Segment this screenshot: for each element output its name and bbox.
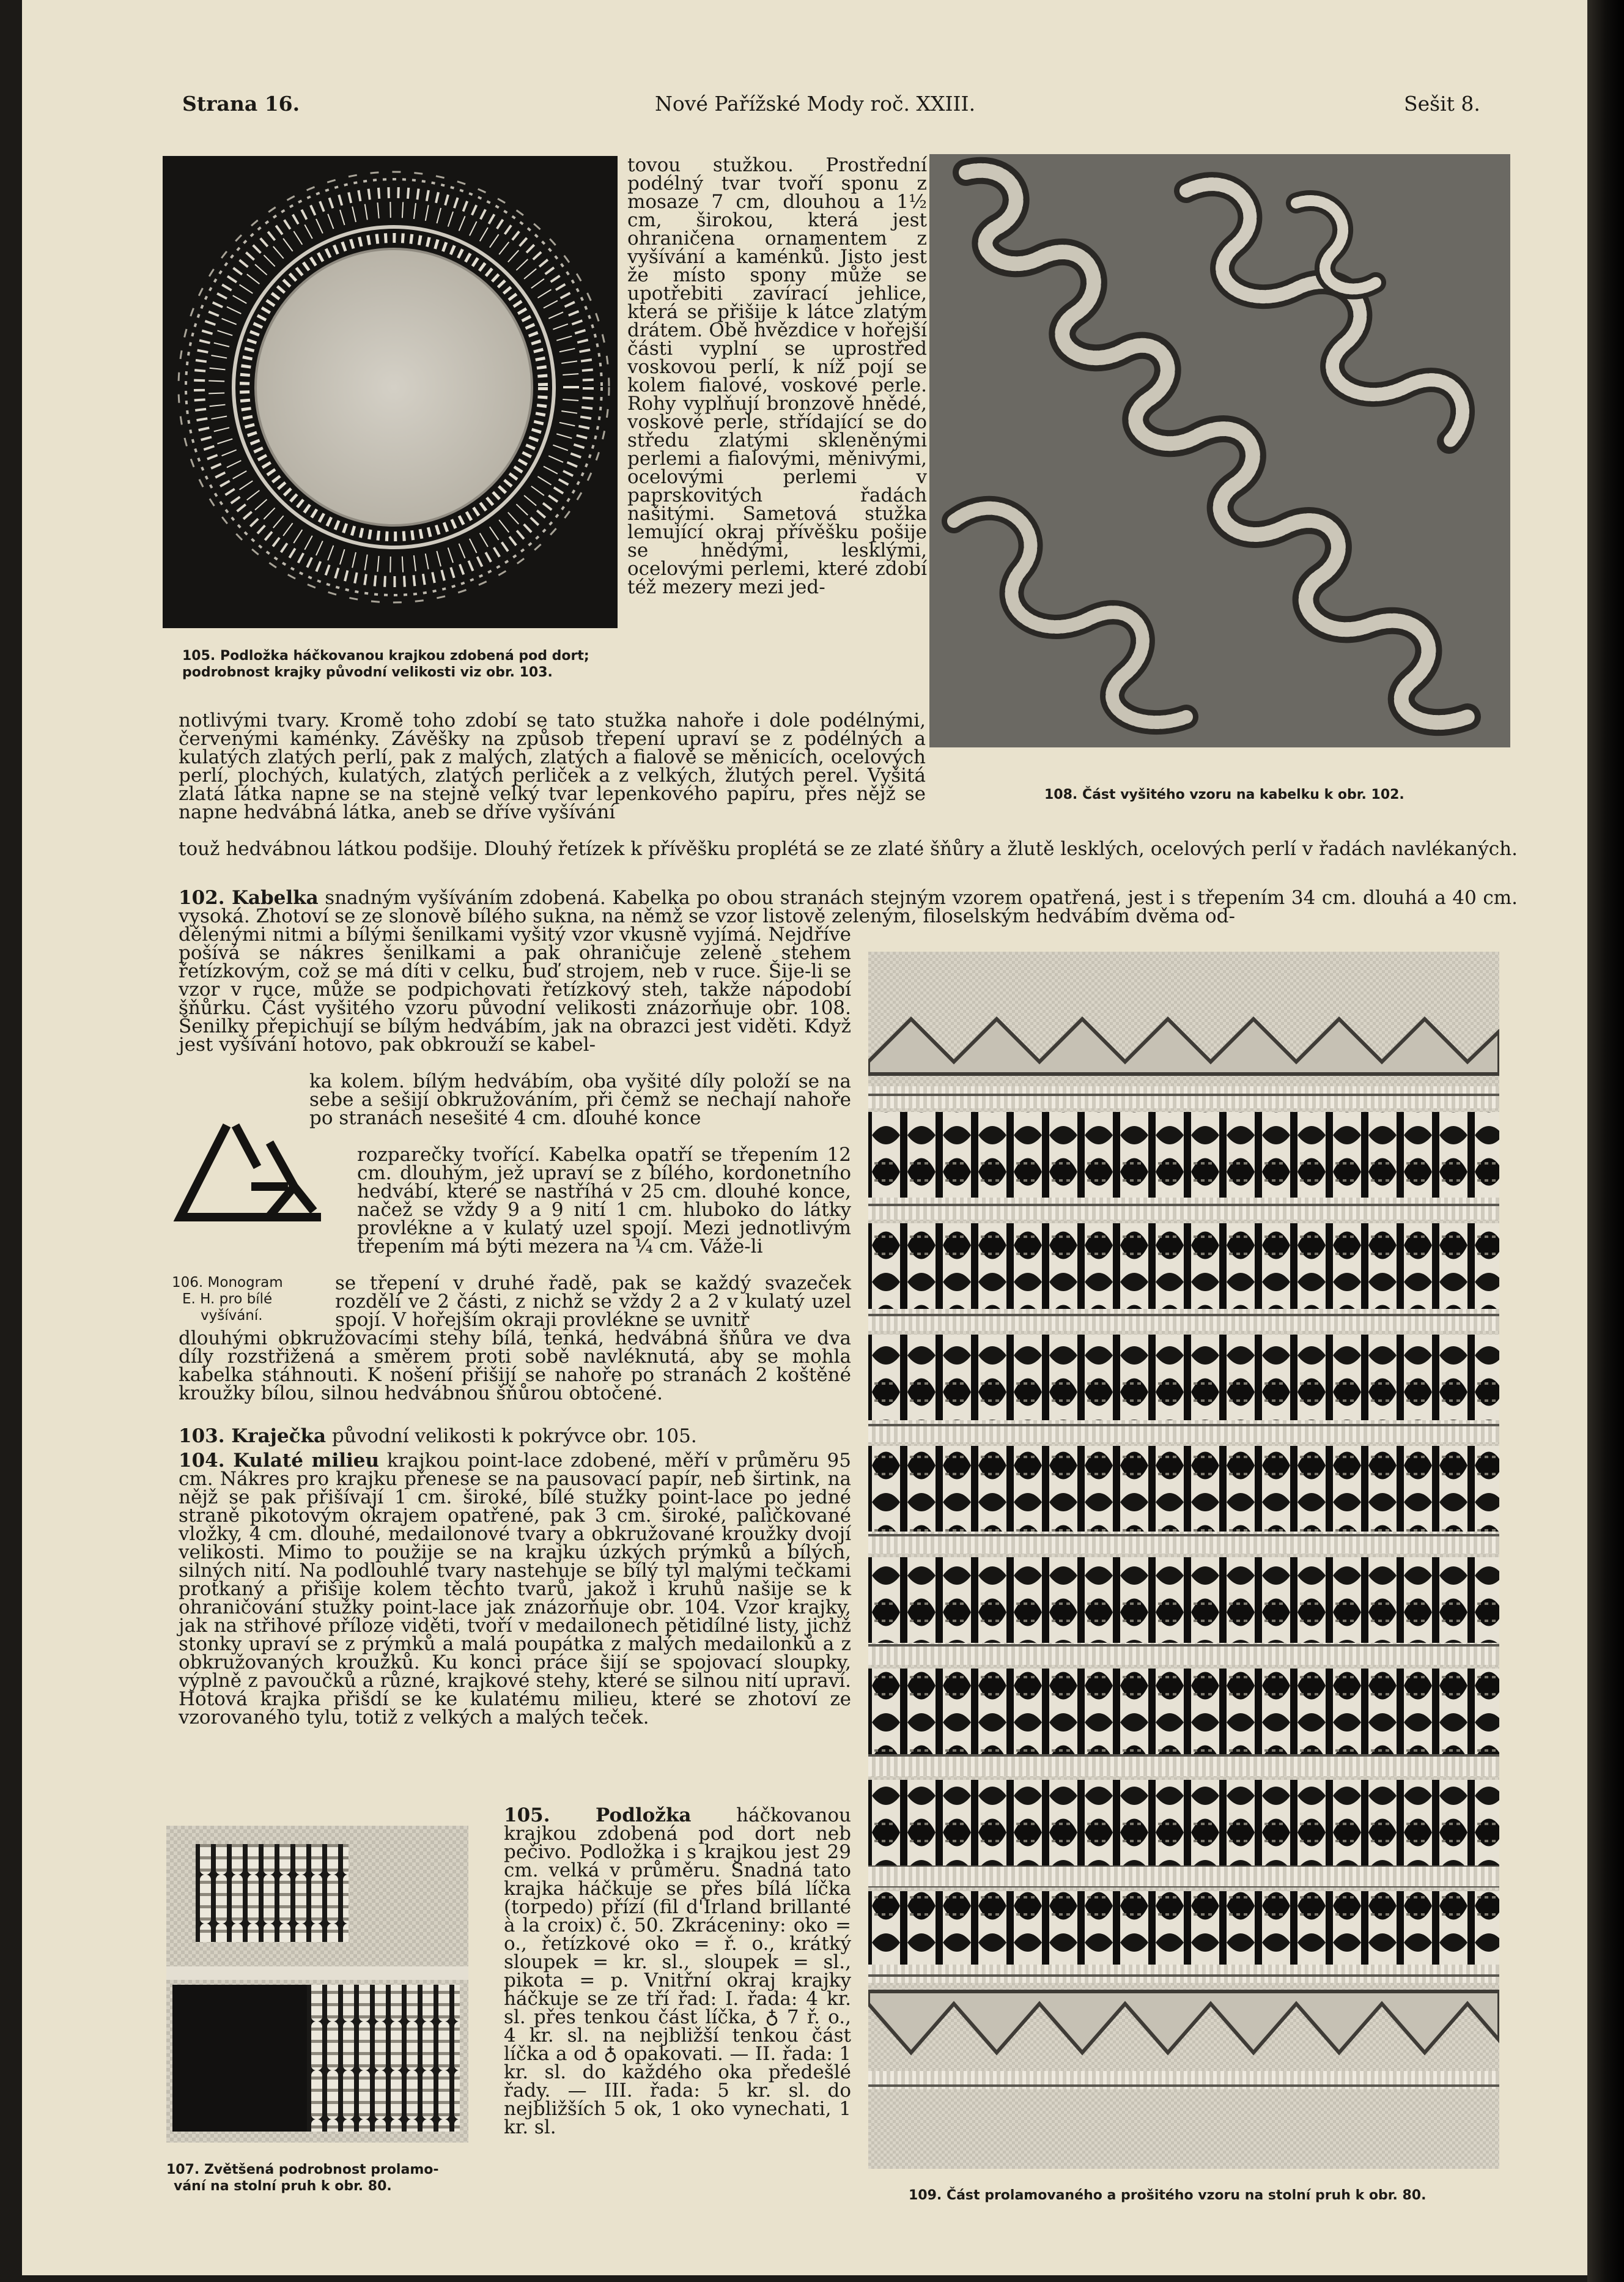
paragraph-103-text: původní velikosti k pokrývce obr. 105. <box>331 1425 697 1447</box>
paragraph-pendant-continuation: notlivými tvary. Kromě toho zdobí se tato stužka nahoře i dole podélnými, červenými kaménky. Závěšky na způsob třepení upraví se z podélných a kulatých zlatých perlí, pak z malých, zlatých a fialově se měnicích, ocelových perlí, plochých, kulatých, zlatých perliček a z velkých, žlutých perel. Vyšitá zlatá látka napne se na stejně velký tvar lepenkového papíru, přes nějž se napne hedvábná látka, aneb se dříve vyšívání <box>179 709 926 823</box>
paragraph-104-text: krajkou point-lace zdobené, měří v průměru 95 cm. Nákres pro krajku přenese se na pausovací papír, neb širtink, na nějž se pak přišívají 1 cm. široké, bílé stužky point-lace po jedné straně pikotovým okrajem opatřené, pak 3 cm. široké, paličkované vložky, 4 cm. dlouhé, medailonové tvary a obkružované kroužky dvojí velikosti. Mimo to použije se na krajku úzkých prýmků a bílých, silných nití. Na podlouhlé tvary nastehuje se bílý tyl malými tečkami protkaný a přišije kolem těchto tvarů, jakož i kruhů našije se k ohraničování stužky point-lace jak znázorňuje obr. 104. Vzor krajky, jak na střihové příloze viděti, tvoří v medailonech pětidílné listy, jichž stonky upraví se z prýmků a malá poupátka z malých medailonků a z obkružovaných kroužků. Ku konci práce šijí se spojovací sloupky, výplně z pavoučků a různé, krajkové stehy, které se silnou nití upraví. Hotová krajka přišdí se ke kulatému milieu, které se zhotoví ze vzorovaného tylu, totiž z velkých a malých teček. <box>179 1450 851 1728</box>
book-spine-edge <box>1587 0 1624 2282</box>
figure-106-caption-line2: E. H. pro bílé <box>182 1291 273 1307</box>
paragraph-102-a: ka kolem. bílým hedvábím, oba vyšité díly položí se na sebe a sešijí obkružováním, při čemž se nechají nahoře po stranách nesešité 4 cm. dlouhé konce <box>309 1070 851 1129</box>
heading-105: 105. Podložka <box>504 1804 692 1826</box>
column-middle-top: tovou stužkou. Prostřední podélný tvar tvoří sponu z mosaze 7 cm, dlouhou a 1½ cm, širokou, která jest ohraničena ornamentem z vyšívání a kaménků. Jisto jest že místo spony může se upotřebiti zavírací jehlice, která se přišije k látce zlatým drátem. Obě hvězdice v hořejší části vyplní se uprostřed voskovou perlí, k níž pojí se kolem fialové, voskové perle. Rohy vyplňují bronzově hnědé, voskové perle, střídající se do středu zlatými skleněnými perlemi a fialovými, měnivými, ocelovými perlemi v paprskovitých řadách našitými. Sametová stužka lemující okraj přívěšku pošije se hnědými, lesklými, ocelovými perlemi, které zdobí též mezery mezi jed- <box>627 154 927 598</box>
page-number: Strana 16. <box>182 92 300 116</box>
paragraph-102-intro-text: snadným vyšíváním zdobená. Kabelka po obou stranách stejným vzorem opatřená, jest i s třepením 34 cm. dlouhá a 40 cm. vysoká. Zhotoví se ze slonově bílého sukna, na němž se vzor listově zeleným, filoselským hedvábím dvěma od- <box>179 887 1518 927</box>
figure-108-caption: 108. Část vyšitého vzoru na kabelku k obr. 102. <box>1044 787 1404 802</box>
figure-109-caption: 109. Část prolamovaného a prošitého vzoru na stolní pruh k obr. 80. <box>909 2188 1427 2203</box>
issue-number: Sešit 8. <box>1404 92 1480 116</box>
figure-108-embroidery-photo <box>929 154 1510 747</box>
paragraph-102-column: dělenými nitmi a bílými šenilkami vyšitý vzor vkusně vyjímá. Nejdříve pošívá se nákres šenilkami a pak ohraničuje zeleně stehem řetízkovým, což se má díti v celku, buď strojem, neb v ruce. Šije-li se vzor v ruce, může se podpichovati řetízkový steh, takže nápodobí šňůrku. Část vyšitého vzoru původní velikosti znázorňuje obr. 108. Šenilky přepichují se bílým hedvábím, jak na obrazci jest viděti. Když jest vyšívání hotovo, pak obkrouží se kabel- <box>179 924 851 1056</box>
paragraph-102-intro <box>179 889 1518 925</box>
running-title: Nové Pařížské Mody roč. XXIII. <box>655 92 976 116</box>
paragraph-105-text: háčkovanou krajkou zdobená pod dort neb pečivo. Podložka i s krajkou jest 29 cm. velká v průměru. Snadná tato krajka háčkuje se přes bílá líčka (torpedo) přízí (fil d'Irland brillanté à la croix) č. 50. Zkráceniny: oko = o., řetízkové oko = ř. o., krátký sloupek = kr. sl., sloupek = sl., pikota = p. Vnitřní okraj krajky háčkuje se ze tří řad: I. řada: 4 kr. sl. přes tenkou část líčka, ♁ 7 ř. o., 4 kr. sl. na nejbližší tenkou část líčka a od ♁ opakovati. — II. řada: 1 kr. sl. do každého oka předešlé řady. — III. řada: 5 kr. sl. do nejbližších 5 ok, 1 oko vynechati, 1 kr. sl. <box>504 1804 851 2138</box>
figure-105-caption-line2: podrobnost krajky původní velikosti viz obr. 103. <box>182 665 553 680</box>
paragraph-105 <box>504 1806 851 2136</box>
paragraph-103 <box>179 1427 851 1445</box>
figure-105-caption-line1: 105. Podložka háčkovanou krajkou zdobená pod dort; <box>182 648 589 664</box>
heading-102: 102. Kabelka <box>179 887 319 909</box>
figure-107-drawnwork-photo <box>166 1826 468 2143</box>
figure-106-caption-line1: 106. Monogram <box>172 1275 283 1291</box>
paragraph-102-b: rozparečky tvořící. Kabelka opatří se třepením 12 cm. dlouhým, jež upraví se z bílého, kordonetního hedvábí, které se nastříhá v 25 cm. dlouhé konce, načež se vždy 9 a 9 nití 1 cm. hluboko do látky provlékne a v kulatý uzel spojí. Mezi jednotlivým třepením má býti mezera na ¼ cm. Váže-li <box>357 1144 851 1258</box>
magazine-page <box>22 0 1587 2275</box>
figure-107-caption-line2: vání na stolní pruh k obr. 80. <box>174 2179 392 2194</box>
figure-109-table-runner-photo <box>868 952 1499 2169</box>
paragraph-102-d: dlouhými obkružovacími stehy bílá, tenká, hedvábná šňůra ve dva díly rozstřižená a směrem proti sobě navléknutá, aby se mohla kabelka stáhnouti. K nošení přišijí se nahoře po stranách 2 koštěné kroužky bílou, silnou hedvábnou šňůrou obtočené. <box>179 1327 851 1404</box>
paragraph-102-c: se třepení v druhé řadě, pak se každý svazeček rozdělí ve 2 části, z nichž se vždy 2 a 2 v kulatý uzel spojí. V hořejším okraji provlékne se uvnitř <box>335 1272 851 1331</box>
heading-103: 103. Kraječka <box>179 1425 327 1447</box>
figure-105-doily-photo <box>163 156 618 628</box>
figure-106-caption-line3: vyšívání. <box>201 1308 263 1324</box>
figure-107-caption-line1: 107. Zvětšená podrobnost prolamo- <box>166 2162 439 2177</box>
figure-106-monogram <box>172 1113 328 1226</box>
paragraph-pendant-end: touž hedvábnou látkou podšije. Dlouhý řetízek k přívěšku proplétá se ze zlaté šňůry a žlutě lesklých, ocelových perlí v řadách navlékaných. <box>179 838 1518 860</box>
paragraph-104 <box>179 1451 851 1727</box>
heading-104: 104. Kulaté milieu <box>179 1450 380 1472</box>
